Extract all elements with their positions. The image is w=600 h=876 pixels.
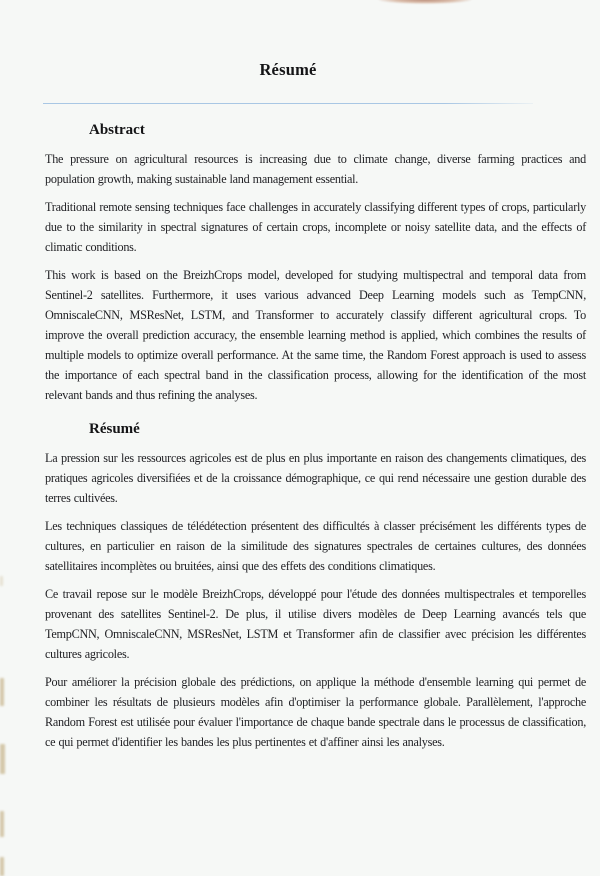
section-resume [45, 418, 586, 752]
resume-paragraph-4: Pour améliorer la précision globale des prédictions, on applique la méthode d'ensemble learning qui permet de combiner les résultats de plusieurs modèles afin d'optimiser la performance globale. Parallèlement, l'approche Random Forest est utilisée pour évaluer l'importance de chaque bande spectrale dans le processus de classification, ce qui permet d'identifier les bandes les plus pertinentes et d'affiner ainsi les analyses. [45, 675, 586, 750]
abstract-paragraph-2: Traditional remote sensing techniques face challenges in accurately classifying different types of crops, particularly due to the similarity in spectral signatures of certain crops, incomplete or noisy satellite data, and the effects of climatic conditions. [45, 200, 586, 255]
abstract-paragraph-3: This work is based on the BreizhCrops model, developed for studying multispectral and temporal data from Sentinel-2 satellites. Furthermore, it uses various advanced Deep Learning models such as TempCNN, OmniscaleCNN, MSResNet, LSTM, and Transformer to accurately classify different agricultural crops. To improve the overall prediction accuracy, the ensemble learning method is applied, which combines the results of multiple models to optimize overall performance. At the same time, the Random Forest approach is used to assess the importance of each spectral band in the classification process, allowing for the identification of the most relevant bands and thus refining the analyses. [45, 268, 586, 403]
resume-heading: Résumé [89, 421, 140, 438]
resume-paragraph-2: Les techniques classiques de télédétection présentent des difficultés à classer précisément les différents types de cultures, en particulier en raison de la similitude des signatures spectrales de certaines cultures, des données satellitaires incomplètes ou bruitées, ainsi que des effets des conditions climatiques. [45, 519, 586, 574]
title-divider [43, 103, 533, 104]
scan-artifact-left [0, 576, 3, 586]
scan-artifact-left [0, 678, 4, 706]
resume-paragraph-3: Ce travail repose sur le modèle BreizhCrops, développé pour l'étude des données multispectrales et temporelles provenant des satellites Sentinel-2. De plus, il utilise divers modèles de Deep Learning avancés tels que TempCNN, OmniscaleCNN, MSResNet, LSTM et Transformer afin de classifier avec précision les différentes cultures agricoles. [45, 587, 586, 662]
scan-artifact-left [0, 811, 4, 837]
abstract-paragraph-1: The pressure on agricultural resources is increasing due to climate change, diverse farming practices and population growth, making sustainable land management essential. [45, 152, 586, 187]
scan-artifact-top [378, 0, 472, 4]
abstract-heading: Abstract [89, 122, 145, 139]
resume-paragraph-1: La pression sur les ressources agricoles est de plus en plus importante en raison des changements climatiques, des pratiques agricoles diversifiées et de la croissance démographique, ce qui rend nécessaire une gestion durable des terres cultivées. [45, 451, 586, 506]
scan-artifact-left [0, 744, 5, 774]
scan-artifact-left [0, 857, 4, 876]
section-abstract [45, 119, 586, 405]
page-title: Résumé [259, 60, 317, 79]
